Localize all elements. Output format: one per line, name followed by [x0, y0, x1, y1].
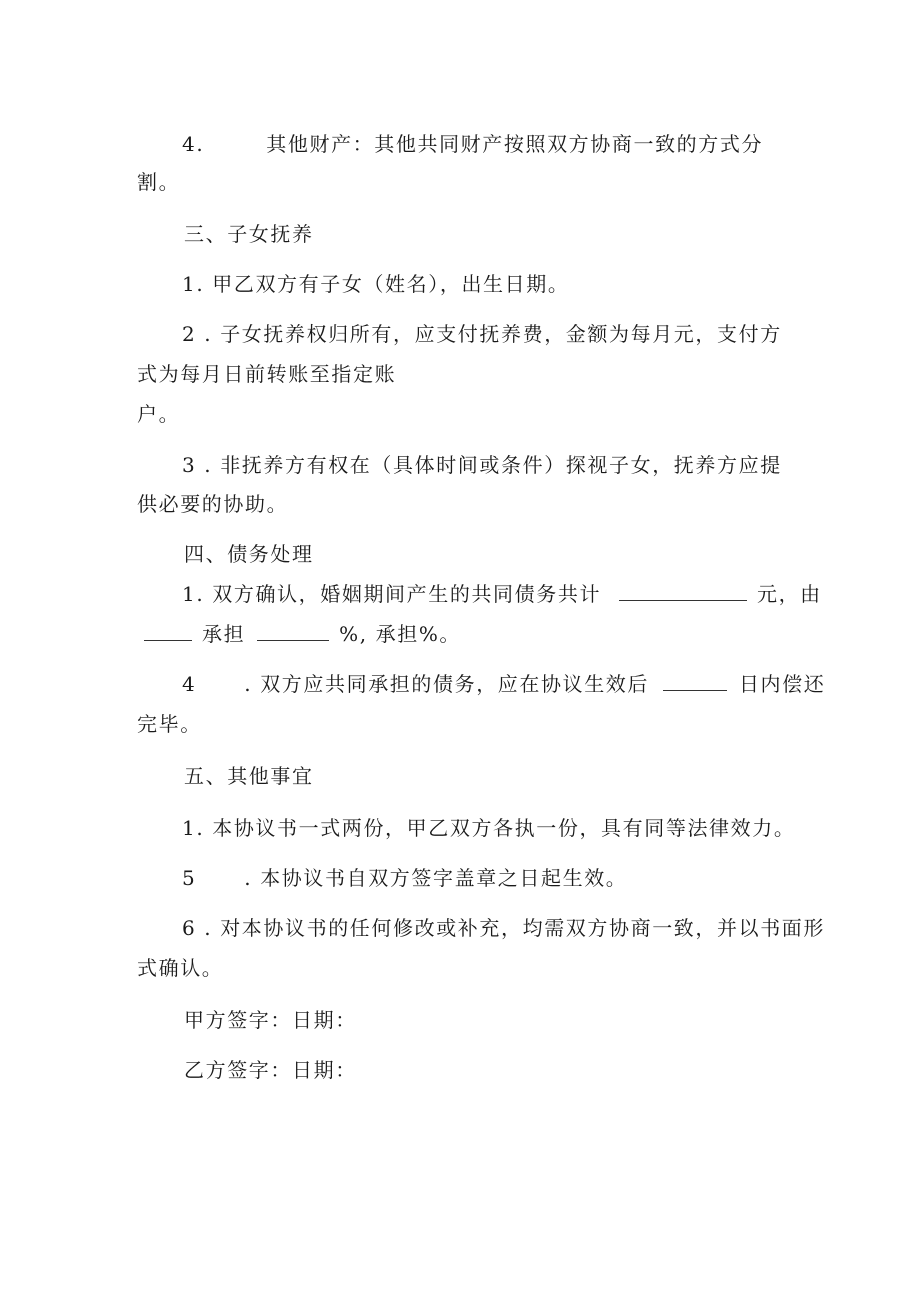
paragraph-continuation: 供必要的协助。	[137, 492, 289, 516]
paragraph-continuation: 式确认。	[137, 956, 224, 980]
days-blank	[663, 672, 727, 691]
percent-blank	[257, 622, 329, 641]
paragraph-continuation: 割。	[137, 170, 181, 194]
paragraph-text: . 本协议书自双方签字盖章之日起生效。	[244, 866, 628, 890]
paragraph-effective	[182, 866, 627, 890]
paragraph-continuation: 式为每月日前转账至指定账	[137, 362, 397, 386]
item-number: 5	[182, 866, 197, 890]
paragraph-continuation	[144, 622, 461, 646]
paragraph-text: 其他财产：其他共同财产按照双方协商一致的方式分	[266, 132, 764, 156]
paragraph-debt-confirm	[182, 582, 822, 606]
section-heading-other: 五、其他事宜	[184, 764, 314, 788]
paragraph-children: 1. 甲乙双方有子女（姓名），出生日期。	[182, 272, 570, 296]
party-blank	[144, 622, 192, 641]
paragraph-text: 元，由	[756, 582, 822, 606]
paragraph-custody-support: 2 . 子女抚养权归所有，应支付抚养费，金额为每月元，支付方	[182, 322, 782, 346]
signature-party-a: 甲方签字：日期：	[184, 1008, 357, 1032]
paragraph-debt-repay	[182, 672, 825, 696]
paragraph-text: 1. 双方确认，婚姻期间产生的共同债务共计	[182, 582, 602, 606]
paragraph-continuation: 户。	[137, 402, 181, 426]
paragraph-continuation: 完毕。	[137, 712, 202, 736]
paragraph-other-property	[182, 132, 763, 156]
signature-party-b: 乙方签字：日期：	[184, 1058, 357, 1082]
paragraph-visitation: 3 . 非抚养方有权在（具体时间或条件）探视子女，抚养方应提	[182, 453, 782, 477]
paragraph-amendments: 6 . 对本协议书的任何修改或补充，均需双方协商一致，并以书面形	[182, 916, 825, 940]
item-number: 4.	[182, 132, 205, 156]
paragraph-text: . 双方应共同承担的债务，应在协议生效后	[244, 672, 650, 696]
paragraph-text: 日内偿还	[738, 672, 826, 696]
item-number: 4	[182, 672, 197, 696]
debt-amount-blank	[619, 582, 747, 601]
paragraph-text: 承担	[201, 622, 246, 646]
paragraph-copies: 1. 本协议书一式两份，甲乙双方各执一份，具有同等法律效力。	[182, 816, 796, 840]
paragraph-text: %, 承担%。	[339, 622, 462, 646]
section-heading-child-custody: 三、子女抚养	[184, 222, 314, 246]
section-heading-debt: 四、债务处理	[184, 542, 314, 566]
